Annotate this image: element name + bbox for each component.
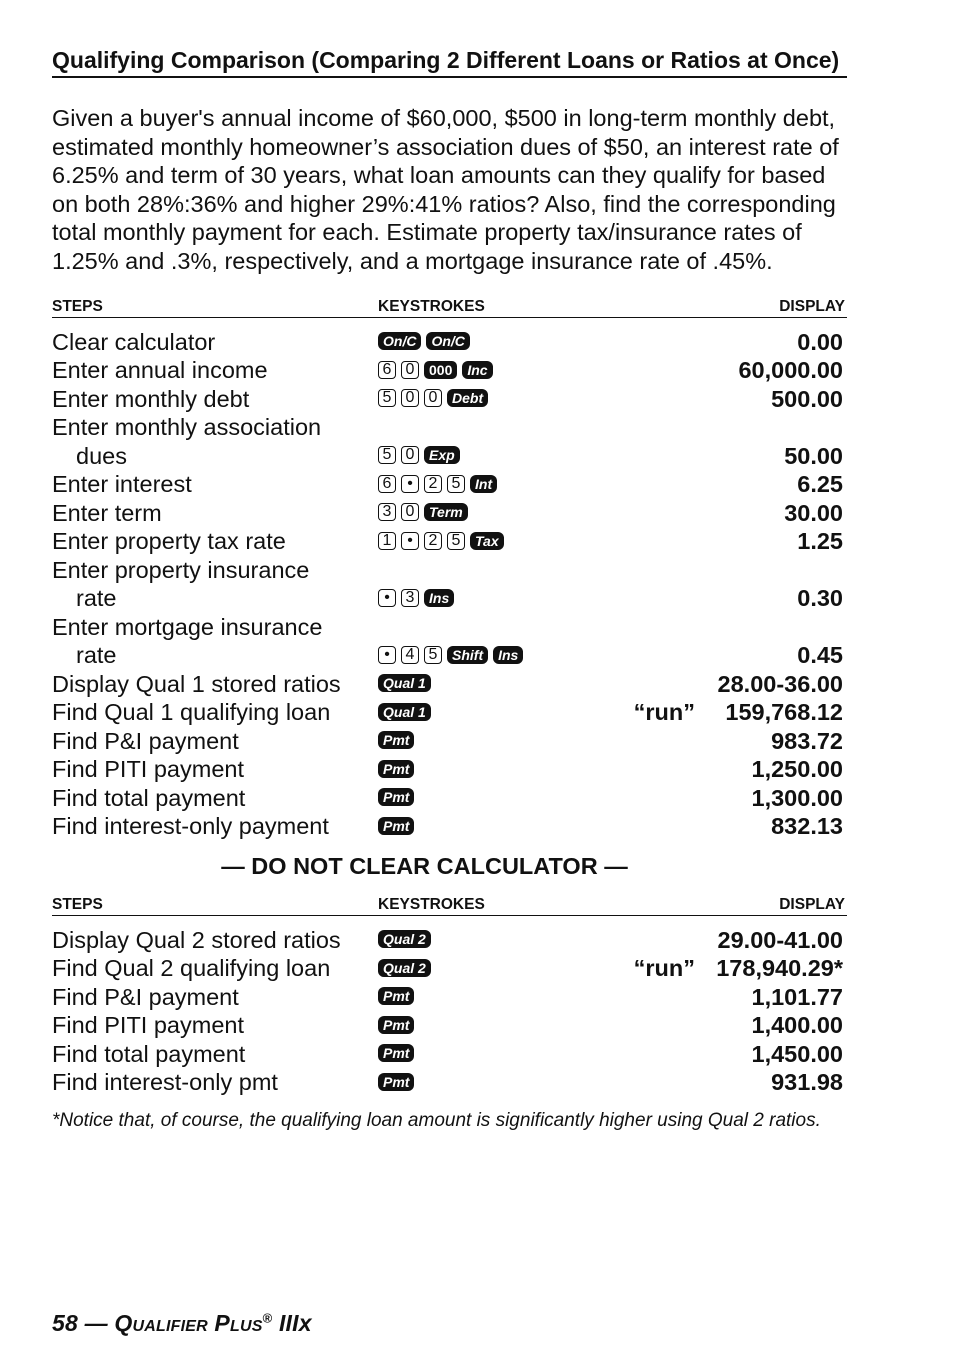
calculator-key: Debt [447, 389, 488, 407]
calculator-key: Tax [470, 532, 504, 550]
step-label: Find Qual 1 qualifying loan [52, 699, 331, 726]
table-rows [52, 328, 847, 841]
step-label: Display Qual 2 stored ratios [52, 926, 341, 953]
keystroke-sequence [378, 929, 431, 949]
keystroke-sequence [378, 1072, 414, 1092]
step-cell [52, 983, 372, 1012]
calculator-key: Pmt [378, 817, 414, 835]
step-cell [52, 755, 372, 784]
keystroke-sequence [378, 759, 414, 779]
keystroke-sequence [378, 986, 414, 1006]
step-label: Find PITI payment [52, 1012, 244, 1039]
calculator-key: • [401, 475, 419, 493]
calculator-key: 0 [401, 389, 419, 407]
calculator-key: 0 [401, 503, 419, 521]
table-header [52, 298, 847, 318]
keystrokes-header: KEYSTROKES [378, 297, 485, 315]
table-row [52, 385, 847, 414]
steps-header: STEPS [52, 297, 103, 315]
display-value: 1,300.00 [751, 784, 843, 811]
step-label: Enter property insurance [52, 556, 310, 583]
keystroke-sequence [378, 445, 460, 465]
display-value: 500.00 [771, 385, 843, 412]
calculator-key: 6 [378, 475, 396, 493]
calculator-key: • [378, 589, 396, 607]
step-cell [52, 670, 372, 699]
keystroke-sequence [378, 645, 523, 665]
section-title: Qualifying Comparison (Comparing 2 Different Loans or Ratios at Once) [52, 46, 847, 78]
display-value: 931.98 [771, 1069, 843, 1096]
calculator-key: Shift [447, 646, 488, 664]
calculator-key: On/C [426, 332, 469, 350]
problem-statement: Given a buyer's annual income of $60,000, $500 in long-term monthly debt, estimated monthly homeowner’s association dues of $50, an interest rate of 6.25% and term of 30 years, what loan amounts can they qualify for based on both 28%:36% and higher 29%:41% ratios? Also, find the corresponding total monthly payment for each. Estimate property tax/insurance rates of 1.25% and .3%, respectively, and a mortgage insurance rate of .45%. [52, 105, 839, 274]
display-value: 0.30 [797, 585, 843, 612]
display-value: 0.45 [797, 642, 843, 669]
keystroke-sequence [378, 673, 431, 693]
calculator-key: 3 [401, 589, 419, 607]
display-value: 159,768.12 [725, 699, 843, 726]
calculator-key: 0 [424, 389, 442, 407]
step-label: Find P&I payment [52, 727, 239, 754]
step-label: Clear calculator [52, 328, 216, 355]
display-value: 1,400.00 [751, 1012, 843, 1039]
calculator-key: Ins [424, 589, 454, 607]
step-cell [52, 328, 372, 357]
calculator-key: Ins [493, 646, 523, 664]
display-value: 983.72 [771, 727, 843, 754]
keystroke-sequence [378, 502, 468, 522]
calculator-key: 5 [424, 646, 442, 664]
registered-mark: ® [262, 1310, 273, 1326]
display-header: DISPLAY [779, 895, 845, 913]
table-rows [52, 926, 847, 1097]
step-label: Enter term [52, 499, 162, 526]
calculator-key: Pmt [378, 1073, 414, 1091]
keystroke-sequence [378, 1043, 414, 1063]
step-label: Enter property tax rate [52, 528, 286, 555]
calculator-key: Pmt [378, 731, 414, 749]
table-row [52, 698, 847, 727]
keystroke-sequence [378, 531, 504, 551]
model-name: IIIx [278, 1310, 312, 1336]
calculator-key: 5 [378, 446, 396, 464]
display-value: 178,940.29* [716, 955, 843, 982]
keystroke-sequence [378, 958, 431, 978]
step-cell [52, 527, 372, 556]
calculator-key: Pmt [378, 1016, 414, 1034]
display-value: 0.00 [797, 328, 843, 355]
keystroke-sequence [378, 730, 414, 750]
calculator-key: 2 [424, 475, 442, 493]
step-cell [52, 356, 372, 385]
table-row [52, 1068, 847, 1097]
table-row [52, 413, 847, 470]
display-value: 50.00 [784, 442, 843, 469]
step-label: Enter mortgage insurance [52, 613, 323, 640]
display-value: 1,250.00 [751, 756, 843, 783]
keystroke-sequence [378, 1015, 414, 1035]
keystroke-table-1 [52, 298, 847, 841]
calculator-key: Qual 2 [378, 930, 431, 948]
manual-page [52, 46, 847, 1133]
keystroke-sequence [378, 702, 431, 722]
calculator-key: On/C [378, 332, 421, 350]
keystroke-sequence [378, 331, 470, 351]
display-value: 832.13 [771, 813, 843, 840]
step-cell [52, 727, 372, 756]
display-value: 1,101.77 [751, 983, 843, 1010]
step-cell [52, 613, 372, 670]
page-footer [52, 1310, 312, 1337]
step-cell [52, 499, 372, 528]
keystroke-sequence [378, 816, 414, 836]
keystroke-sequence [378, 787, 414, 807]
step-cell [52, 1068, 372, 1097]
display-value: 6.25 [797, 471, 843, 498]
calculator-key: Exp [424, 446, 460, 464]
step-label: Enter monthly debt [52, 385, 250, 412]
step-cell [52, 556, 372, 613]
keystroke-sequence [378, 360, 493, 380]
steps-header: STEPS [52, 895, 103, 913]
calculator-key: Int [470, 475, 497, 493]
step-label-continued: dues [76, 442, 127, 469]
table-row [52, 556, 847, 613]
display-value: 1,450.00 [751, 1040, 843, 1067]
calculator-key: 000 [424, 361, 457, 379]
table-row [52, 812, 847, 841]
calculator-key: 6 [378, 361, 396, 379]
calculator-key: Term [424, 503, 468, 521]
calculator-key: Inc [462, 361, 492, 379]
step-label: Find interest-only payment [52, 813, 329, 840]
run-indicator: “run” [633, 955, 695, 982]
step-cell [52, 698, 372, 727]
footer-dash: — [84, 1310, 108, 1336]
calculator-key: 0 [401, 446, 419, 464]
display-header: DISPLAY [779, 297, 845, 315]
table-row [52, 1040, 847, 1069]
step-cell [52, 784, 372, 813]
calculator-key: Qual 2 [378, 959, 431, 977]
keystroke-sequence [378, 588, 454, 608]
step-cell [52, 926, 372, 955]
step-cell [52, 385, 372, 414]
calculator-key: Qual 1 [378, 703, 431, 721]
page-number: 58 [52, 1310, 78, 1336]
table-row [52, 499, 847, 528]
step-label: Display Qual 1 stored ratios [52, 670, 341, 697]
table-row [52, 356, 847, 385]
step-label: Find total payment [52, 784, 246, 811]
step-label: Find Qual 2 qualifying loan [52, 955, 331, 982]
display-value: 60,000.00 [738, 357, 843, 384]
calculator-key: 0 [401, 361, 419, 379]
keystrokes-header: KEYSTROKES [378, 895, 485, 913]
table-header [52, 896, 847, 916]
calculator-key: Pmt [378, 987, 414, 1005]
display-value: 29.00-41.00 [717, 926, 843, 953]
table-row [52, 1011, 847, 1040]
calculator-key: 3 [378, 503, 396, 521]
step-cell [52, 954, 372, 983]
calculator-key: • [378, 646, 396, 664]
keystroke-sequence [378, 388, 488, 408]
calculator-key: • [401, 532, 419, 550]
step-cell [52, 413, 372, 470]
footnote: *Notice that, of course, the qualifying loan amount is significantly higher using Qual 2 ratios. [52, 1109, 821, 1131]
calculator-key: Qual 1 [378, 674, 431, 692]
step-label: Find PITI payment [52, 756, 244, 783]
table-row [52, 727, 847, 756]
step-label-continued: rate [76, 642, 117, 669]
calculator-key: 5 [378, 389, 396, 407]
step-cell [52, 1040, 372, 1069]
keystroke-table-2 [52, 896, 847, 1097]
calculator-key: Pmt [378, 760, 414, 778]
calculator-key: 5 [447, 475, 465, 493]
table-row [52, 983, 847, 1012]
table-row [52, 527, 847, 556]
step-label: Enter monthly association [52, 414, 322, 441]
keystroke-sequence [378, 474, 497, 494]
step-label: Enter interest [52, 471, 192, 498]
table-row [52, 784, 847, 813]
calculator-key: Pmt [378, 788, 414, 806]
display-value: 30.00 [784, 499, 843, 526]
product-name: Qualifier Plus [114, 1310, 263, 1336]
table-row [52, 670, 847, 699]
table-row [52, 954, 847, 983]
calculator-key: 1 [378, 532, 396, 550]
step-label: Find interest-only pmt [52, 1069, 278, 1096]
do-not-clear-banner: — DO NOT CLEAR CALCULATOR — [221, 852, 628, 879]
step-cell [52, 470, 372, 499]
step-cell [52, 812, 372, 841]
table-row [52, 755, 847, 784]
calculator-key: Pmt [378, 1044, 414, 1062]
calculator-key: 2 [424, 532, 442, 550]
step-label: Enter annual income [52, 357, 268, 384]
table-row [52, 613, 847, 670]
table-row [52, 470, 847, 499]
table-row [52, 926, 847, 955]
step-cell [52, 1011, 372, 1040]
run-indicator: “run” [633, 699, 695, 726]
step-label: Find total payment [52, 1040, 246, 1067]
calculator-key: 4 [401, 646, 419, 664]
step-label: Find P&I payment [52, 983, 239, 1010]
display-value: 28.00-36.00 [717, 670, 843, 697]
table-row [52, 328, 847, 357]
calculator-key: 5 [447, 532, 465, 550]
step-label-continued: rate [76, 585, 117, 612]
display-value: 1.25 [797, 528, 843, 555]
